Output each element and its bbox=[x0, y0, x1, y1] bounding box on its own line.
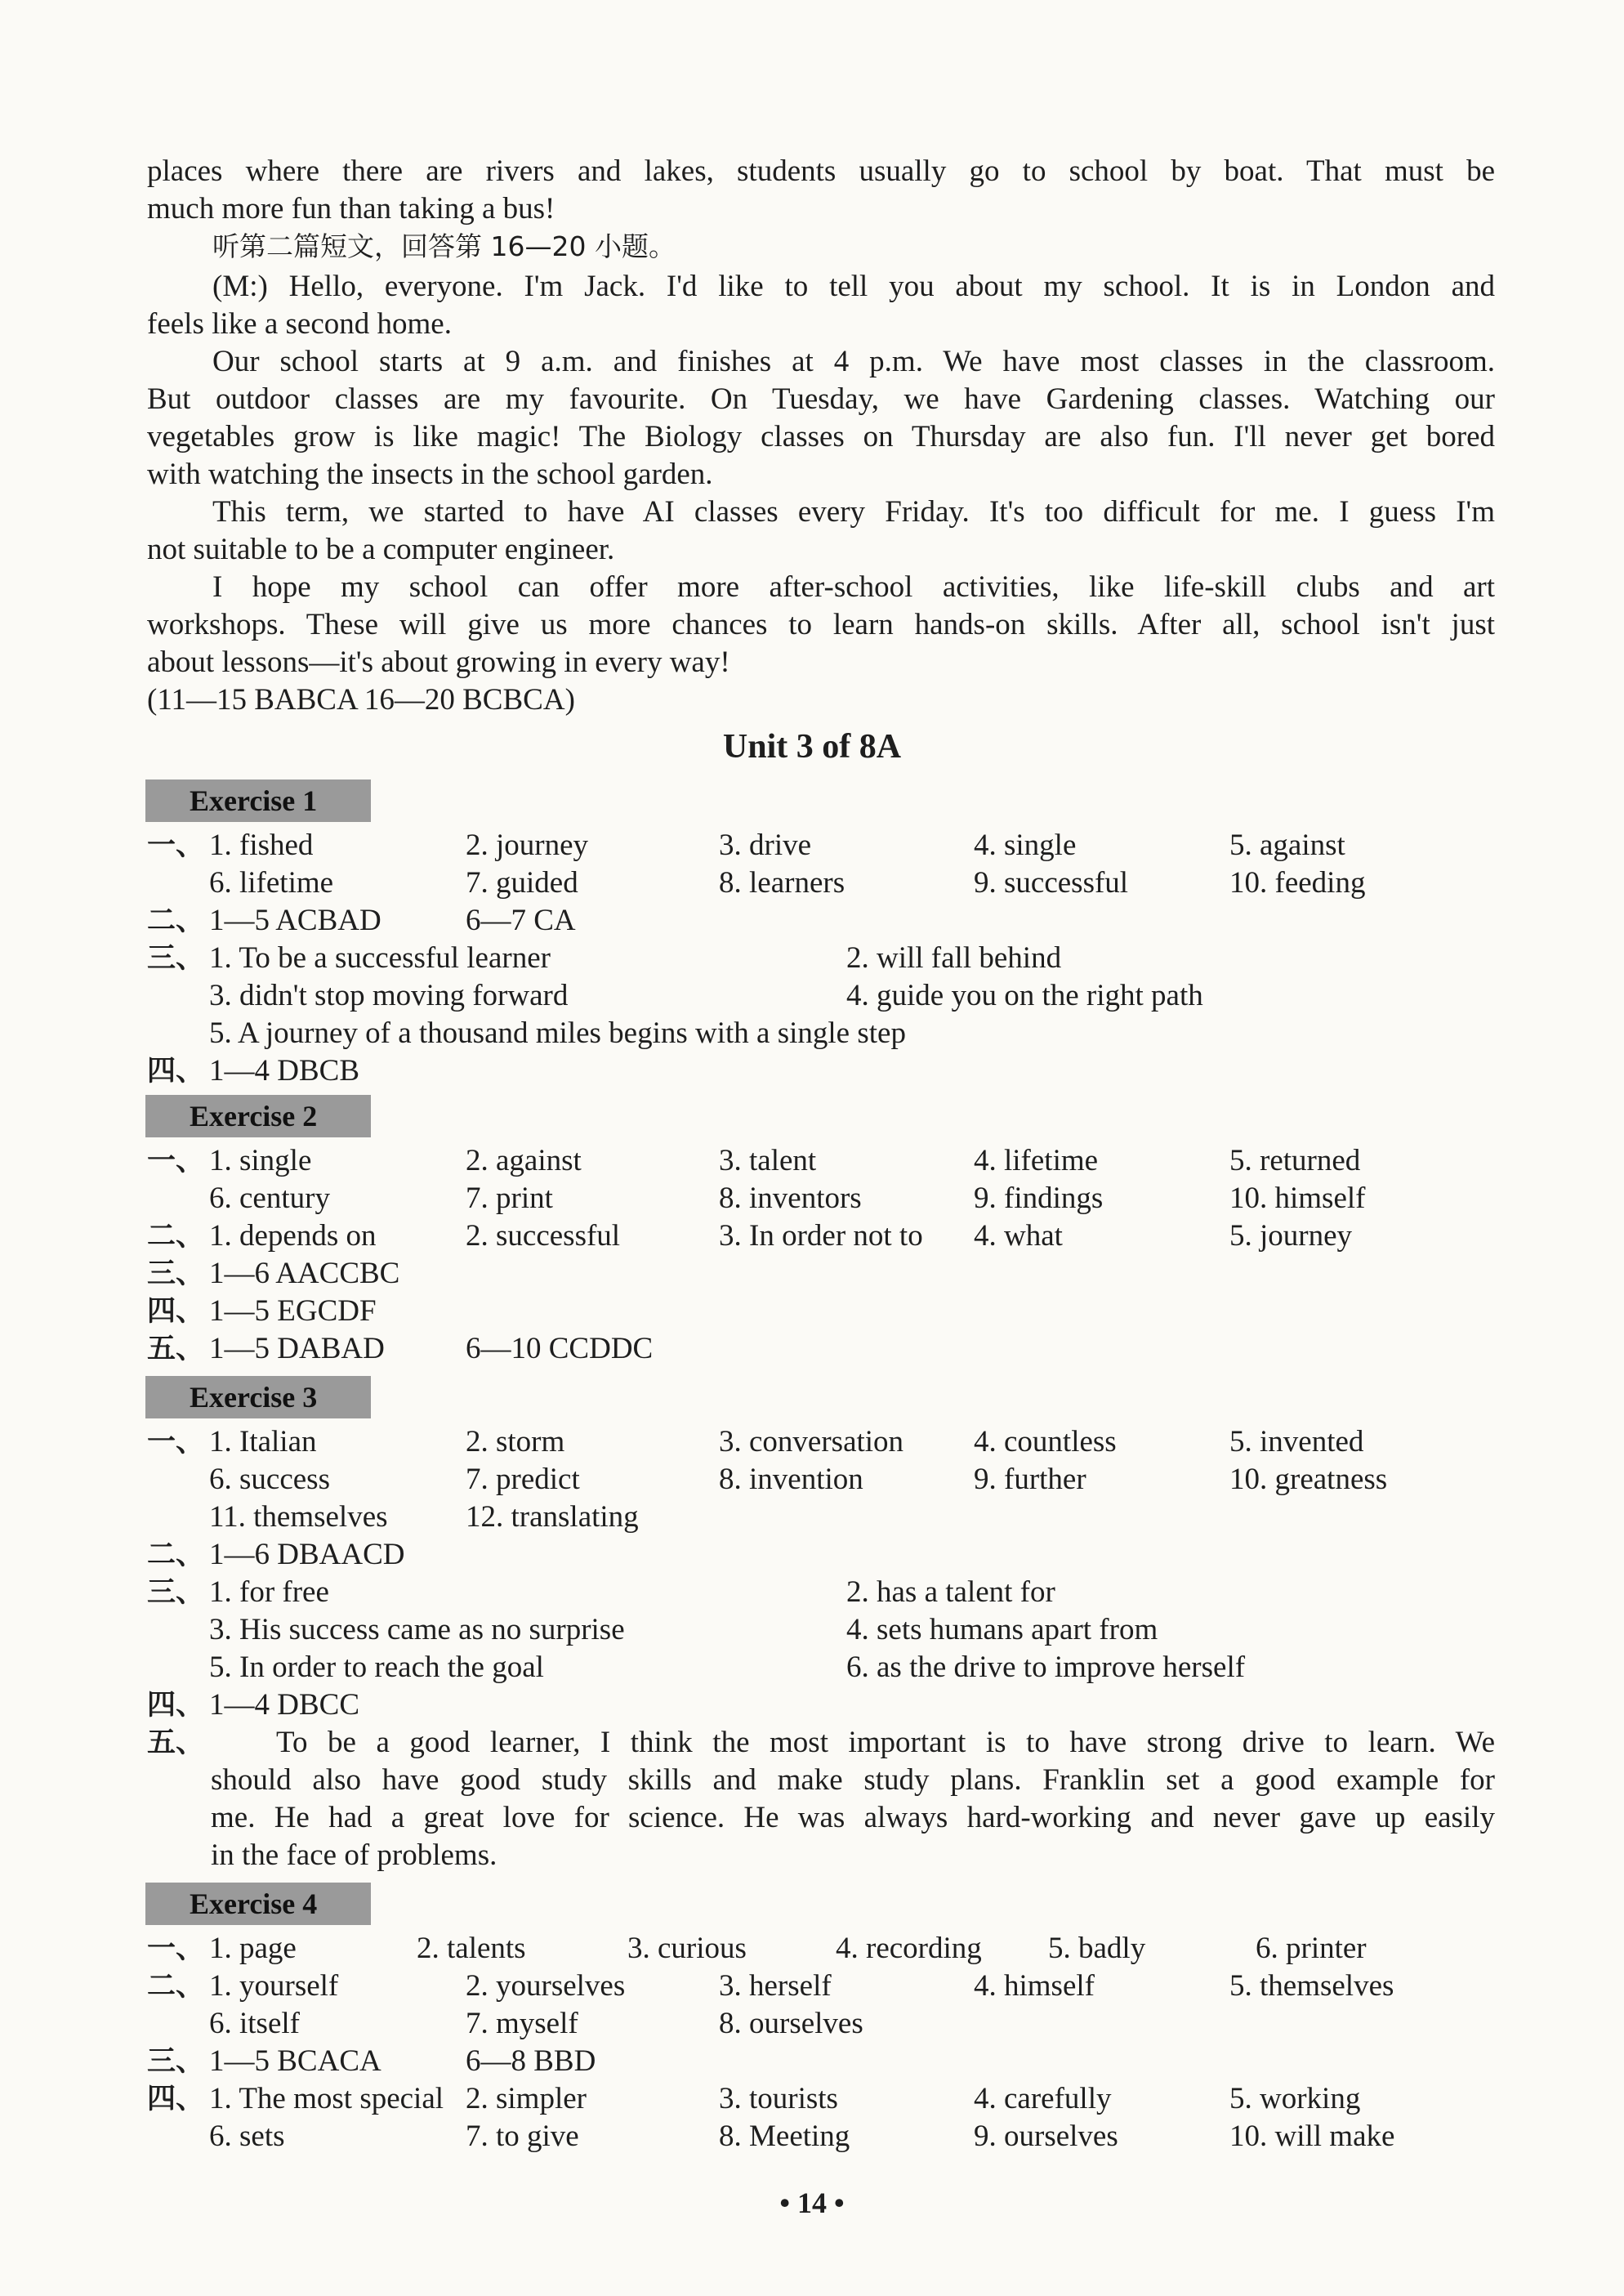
exercise-heading: Exercise 2 bbox=[145, 1095, 371, 1137]
answer: 4. guide you on the right path bbox=[846, 979, 1203, 1012]
answer: 5. A journey of a thousand miles begins with a single step bbox=[209, 1016, 906, 1050]
answer: 4. carefully bbox=[974, 2082, 1112, 2115]
answer: 4. countless bbox=[974, 1425, 1117, 1458]
answer: 7. myself bbox=[466, 2007, 578, 2040]
answer: 3. didn't stop moving forward bbox=[209, 979, 569, 1012]
exercise-heading: Exercise 3 bbox=[145, 1376, 371, 1418]
answer: 1. To be a successful learner bbox=[209, 941, 551, 975]
transcript-line: But outdoor classes are my favourite. On Tuesday, we have Gardening classes. Watching our bbox=[147, 382, 1495, 416]
transcript-line: This term, we started to have AI classes every Friday. It's too difficult for me. I guess I'm bbox=[212, 495, 1495, 529]
answer: 9. ourselves bbox=[974, 2120, 1118, 2153]
answer: 10. feeding bbox=[1229, 866, 1366, 900]
transcript-line: (M:) Hello, everyone. I'm Jack. I'd like to tell you about my school. It is in London and bbox=[212, 270, 1495, 303]
answer-row bbox=[147, 1015, 1495, 1052]
answer: 3. talent bbox=[719, 1144, 817, 1177]
answer: 2. simpler bbox=[466, 2082, 587, 2115]
transcript-line: not suitable to be a computer engineer. bbox=[147, 533, 615, 566]
essay-line: in the face of problems. bbox=[211, 1838, 497, 1872]
answer: 6. success bbox=[209, 1463, 330, 1496]
answer-row bbox=[147, 1649, 1495, 1686]
transcript-line: places where there are rivers and lakes, students usually go to school by boat. That must be bbox=[147, 154, 1495, 188]
answer-row bbox=[147, 1142, 1495, 1180]
answer: 5. invented bbox=[1229, 1425, 1364, 1458]
answer: 2. talents bbox=[417, 1932, 526, 1965]
answer: 11. themselves bbox=[209, 1500, 388, 1534]
section-mark: 五、 bbox=[147, 1726, 205, 1759]
answer: 12. translating bbox=[466, 1500, 639, 1534]
answer-row bbox=[147, 827, 1495, 864]
section-mark: 四、 bbox=[147, 1295, 205, 1328]
section-mark: 三、 bbox=[147, 1257, 205, 1290]
answer-row bbox=[147, 1217, 1495, 1255]
answer: 4. recording bbox=[836, 1932, 982, 1965]
answer-row bbox=[147, 902, 1495, 940]
section-mark: 三、 bbox=[147, 2045, 205, 2078]
answer: 6—8 BBD bbox=[466, 2044, 596, 2078]
section-mark: 二、 bbox=[147, 1970, 205, 2003]
answer-row bbox=[147, 1611, 1495, 1649]
section-mark: 一、 bbox=[147, 1145, 205, 1177]
answer: 4. lifetime bbox=[974, 1144, 1099, 1177]
answer-row bbox=[147, 1968, 1495, 2005]
answer-row bbox=[147, 1930, 1495, 1968]
answer-row bbox=[147, 1686, 1495, 1724]
transcript-line: I hope my school can offer more after-school activities, like life-skill clubs and art bbox=[212, 570, 1495, 604]
answer: 5. themselves bbox=[1229, 1969, 1394, 2003]
answer: 2. journey bbox=[466, 829, 589, 862]
answer: 1—5 ACBAD bbox=[209, 904, 381, 937]
answer-row bbox=[147, 2043, 1495, 2080]
answer: 2. against bbox=[466, 1144, 582, 1177]
answer: 1—6 DBAACD bbox=[209, 1538, 405, 1571]
answer: 6. century bbox=[209, 1182, 330, 1215]
section-mark: 二、 bbox=[147, 1539, 205, 1571]
answer: 9. successful bbox=[974, 866, 1129, 900]
answer-row bbox=[147, 1423, 1495, 1461]
answer: 1—4 DBCC bbox=[209, 1688, 360, 1722]
essay-line: me. He had a great love for science. He was always hard-working and never gave up easily bbox=[211, 1801, 1495, 1834]
answer: 1. yourself bbox=[209, 1969, 339, 2003]
transcript-line: about lessons—it's about growing in every way! bbox=[147, 645, 730, 679]
answer: 1. The most special bbox=[209, 2082, 444, 2115]
answer: 6. lifetime bbox=[209, 866, 334, 900]
answer: 3. In order not to bbox=[719, 1219, 923, 1253]
answer: 1. fished bbox=[209, 829, 314, 862]
transcript-line: with watching the insects in the school garden. bbox=[147, 458, 713, 491]
answer-row bbox=[147, 2118, 1495, 2155]
answer: 4. single bbox=[974, 829, 1077, 862]
answer: 7. to give bbox=[466, 2120, 579, 2153]
answer: 1—6 AACCBC bbox=[209, 1257, 400, 1290]
unit-title: Unit 3 of 8A bbox=[722, 728, 902, 766]
answer: 3. curious bbox=[627, 1932, 747, 1965]
exercise-heading: Exercise 4 bbox=[145, 1883, 371, 1925]
section-heading: 听第二篇短文，回答第 16—20 小题。 bbox=[212, 230, 676, 262]
answer: 7. guided bbox=[466, 866, 578, 900]
answer: 10. himself bbox=[1229, 1182, 1366, 1215]
answer: 6. sets bbox=[209, 2120, 285, 2153]
answer-row bbox=[147, 1461, 1495, 1499]
answer: 6—7 CA bbox=[466, 904, 576, 937]
transcript-line: workshops. These will give us more chances to learn hands-on skills. After all, school isn't just bbox=[147, 608, 1495, 641]
answer: 8. learners bbox=[719, 866, 845, 900]
answer-row bbox=[147, 2080, 1495, 2118]
essay-line: To be a good learner, I think the most important is to have strong drive to learn. We bbox=[276, 1726, 1495, 1759]
answer: 7. print bbox=[466, 1182, 553, 1215]
answer-row bbox=[147, 1499, 1495, 1536]
section-mark: 一、 bbox=[147, 1426, 205, 1458]
section-mark: 二、 bbox=[147, 1220, 205, 1253]
answer: 2. has a talent for bbox=[846, 1575, 1055, 1609]
answer: 6. itself bbox=[209, 2007, 300, 2040]
answer: 9. further bbox=[974, 1463, 1086, 1496]
answer: 1. page bbox=[209, 1932, 297, 1965]
answer: 5. against bbox=[1229, 829, 1345, 862]
answer: 1. single bbox=[209, 1144, 312, 1177]
answer: 8. Meeting bbox=[719, 2120, 850, 2153]
section-mark: 四、 bbox=[147, 1689, 205, 1722]
answer: 8. ourselves bbox=[719, 2007, 863, 2040]
answer: 1. depends on bbox=[209, 1219, 377, 1253]
answer-row bbox=[147, 1052, 1495, 1090]
answer: 1—5 DABAD bbox=[209, 1332, 385, 1365]
answer: 2. will fall behind bbox=[846, 941, 1062, 975]
section-mark: 五、 bbox=[147, 1333, 205, 1365]
answer-row bbox=[147, 1330, 1495, 1368]
answer-row bbox=[147, 2005, 1495, 2043]
answer: 1. Italian bbox=[209, 1425, 317, 1458]
transcript-line: much more fun than taking a bus! bbox=[147, 192, 555, 226]
answer: 6. as the drive to improve herself bbox=[846, 1651, 1246, 1684]
answer: 1—4 DBCB bbox=[209, 1054, 360, 1088]
section-mark: 三、 bbox=[147, 1576, 205, 1609]
answer: 5. badly bbox=[1048, 1932, 1146, 1965]
section-mark: 二、 bbox=[147, 905, 205, 937]
answer: 6—10 CCDDC bbox=[466, 1332, 654, 1365]
answer: 3. tourists bbox=[719, 2082, 838, 2115]
answer-row bbox=[147, 1180, 1495, 1217]
answer-row bbox=[147, 940, 1495, 977]
answer: 4. himself bbox=[974, 1969, 1095, 2003]
answer: 1—5 EGCDF bbox=[209, 1294, 377, 1328]
answer-row bbox=[147, 977, 1495, 1015]
answer: 1—5 BCACA bbox=[209, 2044, 381, 2078]
answer: 5. working bbox=[1229, 2082, 1361, 2115]
listening-answers: (11—15 BABCA 16—20 BCBCA) bbox=[147, 683, 575, 717]
answer: 5. returned bbox=[1229, 1144, 1361, 1177]
answer: 2. storm bbox=[466, 1425, 565, 1458]
section-mark: 三、 bbox=[147, 942, 205, 975]
answer-row bbox=[147, 1293, 1495, 1330]
answer: 8. inventors bbox=[719, 1182, 862, 1215]
answer: 10. greatness bbox=[1229, 1463, 1388, 1496]
answer: 4. sets humans apart from bbox=[846, 1613, 1158, 1646]
essay-line: should also have good study skills and make study plans. Franklin set a good example for bbox=[211, 1763, 1495, 1797]
section-mark: 四、 bbox=[147, 2083, 205, 2115]
answer: 2. yourselves bbox=[466, 1969, 626, 2003]
answer: 7. predict bbox=[466, 1463, 580, 1496]
section-mark: 一、 bbox=[147, 1932, 205, 1965]
answer-row bbox=[147, 1255, 1495, 1293]
answer: 5. journey bbox=[1229, 1219, 1353, 1253]
answer: 6. printer bbox=[1256, 1932, 1367, 1965]
answer: 5. In order to reach the goal bbox=[209, 1651, 544, 1684]
answer: 10. will make bbox=[1229, 2120, 1395, 2153]
transcript-line: Our school starts at 9 a.m. and finishes at 4 p.m. We have most classes in the classroom. bbox=[212, 345, 1495, 378]
page-number: • 14 • bbox=[779, 2187, 845, 2219]
section-mark: 四、 bbox=[147, 1055, 205, 1088]
answer: 9. findings bbox=[974, 1182, 1104, 1215]
exercise-heading: Exercise 1 bbox=[145, 779, 371, 822]
answer: 3. herself bbox=[719, 1969, 832, 2003]
answer: 4. what bbox=[974, 1219, 1063, 1253]
answer: 8. invention bbox=[719, 1463, 863, 1496]
answer-row bbox=[147, 1574, 1495, 1611]
answer: 3. conversation bbox=[719, 1425, 904, 1458]
section-mark: 一、 bbox=[147, 829, 205, 862]
answer-row bbox=[147, 864, 1495, 902]
answer-row bbox=[147, 1536, 1495, 1574]
answer: 2. successful bbox=[466, 1219, 621, 1253]
transcript-line: feels like a second home. bbox=[147, 307, 452, 341]
answer: 3. His success came as no surprise bbox=[209, 1613, 625, 1646]
transcript-line: vegetables grow is like magic! The Biology classes on Thursday are also fun. I'll never get bored bbox=[147, 420, 1495, 453]
answer: 1. for free bbox=[209, 1575, 329, 1609]
answer: 3. drive bbox=[719, 829, 812, 862]
